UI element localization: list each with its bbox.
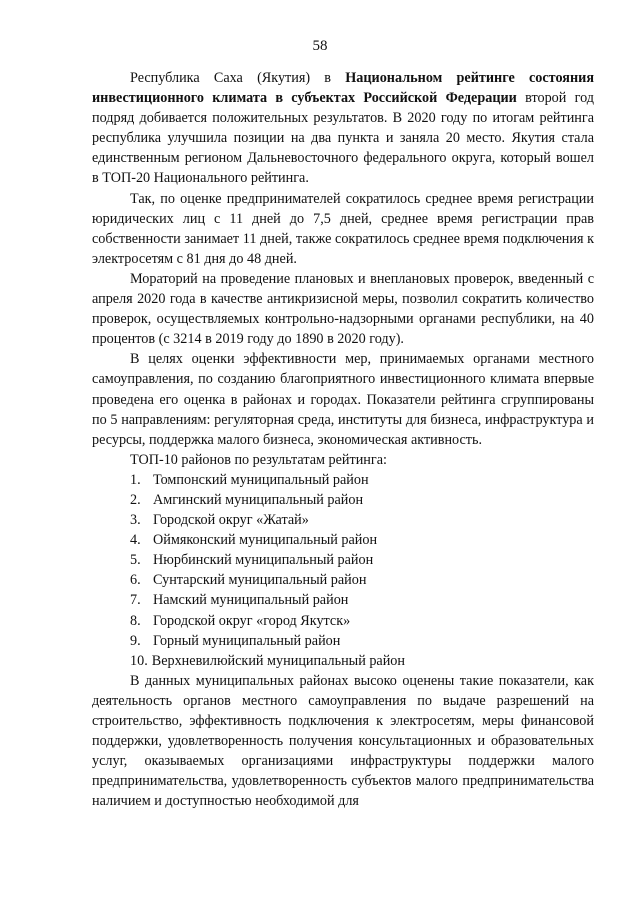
list-item-number: 2. bbox=[130, 491, 141, 508]
paragraph-inspections-moratorium: Мораторий на проведение плановых и внеплановых проверок, введенный с апреля 2020 года в качестве антикризисной меры, позволил сократить количество проверок, осуществляемых контрольно-надзорными органами республики, на 40 процентов (с 3214 в 2019 году до 1890 в 2020 году). bbox=[92, 270, 594, 348]
top10-districts-list bbox=[92, 470, 594, 671]
list-item bbox=[92, 550, 594, 570]
list-item-name: Амгинский муниципальный район bbox=[153, 491, 364, 508]
list-item-name: Городской округ «Жатай» bbox=[153, 512, 309, 529]
list-item bbox=[92, 470, 594, 490]
list-item bbox=[92, 611, 594, 631]
list-item-name: Томпонский муниципальный район bbox=[153, 471, 369, 488]
paragraph-rating-intro-lead: Республика Саха (Якутия) в bbox=[130, 70, 346, 86]
list-item-number: 1. bbox=[130, 471, 141, 488]
list-item bbox=[92, 631, 594, 651]
paragraph-highly-rated-indicators: В данных муниципальных районах высоко оценены такие показатели, как деятельность органов местного самоуправления по выдаче разрешений на строительство, эффективность подключения к электросетям, меры финансовой поддержки, удовлетворенность получения консультационных и образовательных услуг, оказываемых организациями инфраструктуры поддержки малого предпринимательства, удовлетворенность субъектов малого предпринимательства наличием и доступностью необходимой для bbox=[92, 672, 594, 810]
list-item bbox=[92, 651, 594, 671]
paragraph-registration-times: Так, по оценке предпринимателей сократилось среднее время регистрации юридических лиц с 11 дней до 7,5 дней, среднее время регистрации прав собственности занимает 11 дней, также сократилось среднее время подключения к электросетям с 81 дня до 48 дней. bbox=[92, 190, 594, 267]
list-item-name: Нюрбинский муниципальный район bbox=[153, 552, 374, 569]
list-item bbox=[92, 590, 594, 610]
list-item-name: Горный муниципальный район bbox=[153, 632, 341, 649]
top10-list-heading: ТОП-10 районов по результатам рейтинга: bbox=[130, 451, 387, 468]
list-item bbox=[92, 570, 594, 590]
list-item-name: Городской округ «город Якутск» bbox=[153, 612, 351, 629]
list-item-number: 8. bbox=[130, 612, 141, 629]
list-item-number: 7. bbox=[130, 592, 141, 609]
list-item-number: 10. bbox=[130, 652, 148, 669]
list-item bbox=[92, 530, 594, 550]
paragraph-rating-intro-rest: второй год подряд добивается положительных результатов. В 2020 году по итогам рейтинга республика улучшила позиции на два пункта и заняла 20 место. Якутия стала единственным регионом Дальневосточного федерального округа, который вошел в ТОП-20 Национального рейтинга. bbox=[92, 90, 595, 187]
list-item-name: Намский муниципальный район bbox=[153, 592, 349, 609]
rating-name-bold: Национальном рейтинге состояния инвестиционного климата в субъектах Российской Федерации bbox=[92, 70, 594, 107]
list-item-number: 4. bbox=[130, 532, 141, 549]
list-item-number: 3. bbox=[130, 512, 141, 529]
page-number: 58 bbox=[312, 38, 328, 54]
list-item bbox=[92, 490, 594, 510]
list-item bbox=[92, 510, 594, 530]
list-item-name: Верхневилюйский муниципальный район bbox=[151, 652, 405, 669]
list-item-number: 9. bbox=[130, 632, 141, 649]
list-item-number: 5. bbox=[130, 552, 141, 569]
list-item-name: Сунтарский муниципальный район bbox=[153, 572, 367, 589]
page-body bbox=[92, 68, 594, 811]
list-item-number: 6. bbox=[130, 572, 141, 589]
paragraph-municipal-assessment: В целях оценки эффективности мер, принимаемых органами местного самоуправления, по созданию благоприятного инвестиционного климата впервые проведена его оценка в районах и городах. Показатели рейтинга сгруппированы по 5 направлениям: регуляторная среда, институты для бизнеса, инфраструктура и ресурсы, поддержка малого бизнеса, экономическая активность. bbox=[92, 351, 594, 448]
list-item-name: Оймяконский муниципальный район bbox=[153, 532, 378, 549]
paragraph-rating-intro bbox=[92, 68, 594, 189]
